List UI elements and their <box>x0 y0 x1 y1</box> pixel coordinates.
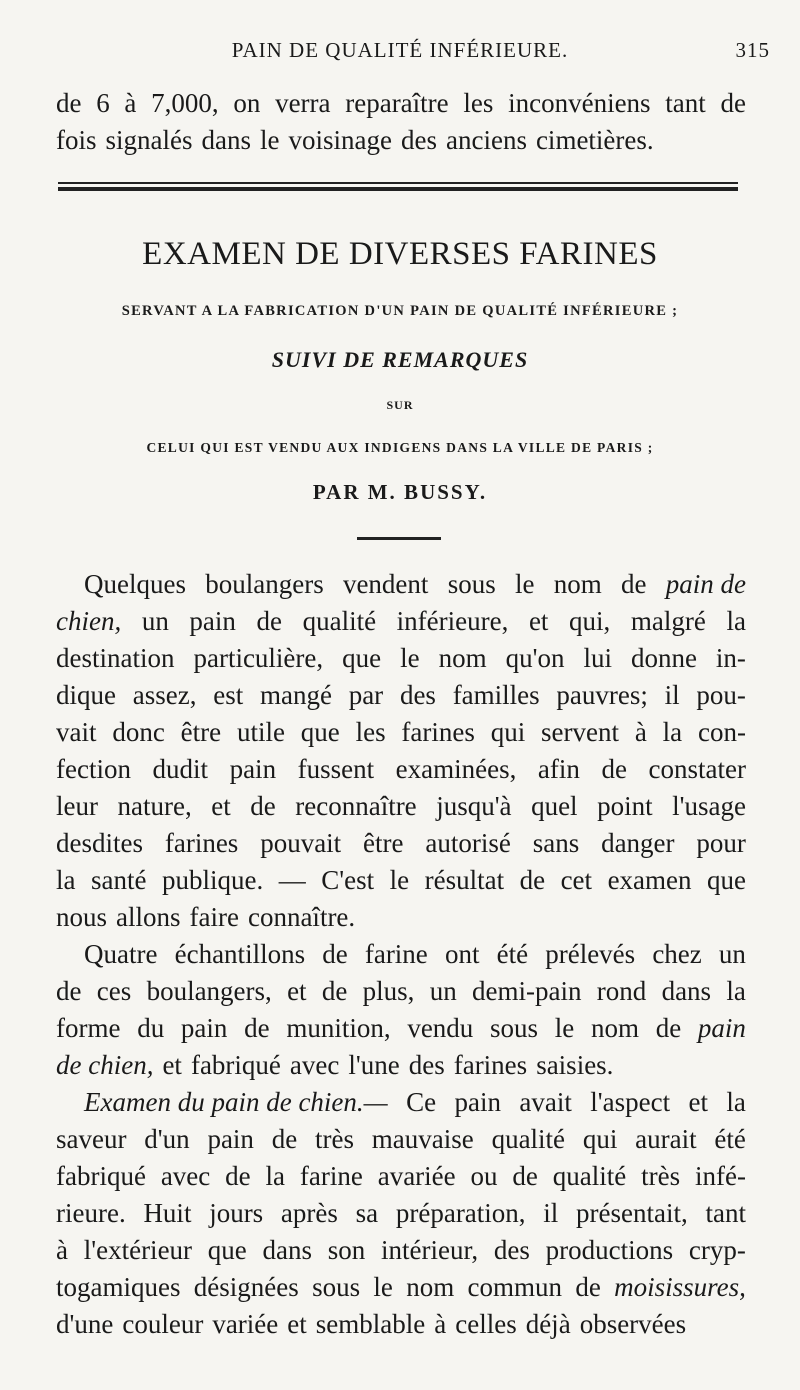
word: nous <box>56 902 108 932</box>
word: il <box>543 1198 559 1228</box>
word: un <box>429 976 457 1006</box>
word: qui <box>582 1124 618 1154</box>
text-line <box>56 1306 746 1343</box>
word: des <box>400 125 437 155</box>
word: constater <box>648 754 746 784</box>
word: pain de <box>665 569 746 599</box>
word: vait <box>56 717 97 747</box>
word: les <box>355 717 386 747</box>
word: sous <box>312 1272 361 1302</box>
word: l'usage <box>672 791 746 821</box>
text-line <box>56 1158 746 1195</box>
word: infé- <box>694 1161 746 1191</box>
word: très <box>315 1124 354 1154</box>
word: pauvres; <box>556 680 648 710</box>
text-line <box>56 1084 746 1121</box>
word: par <box>348 680 384 710</box>
word: la <box>265 1161 286 1191</box>
word: autorisé <box>425 828 511 858</box>
word: pain <box>189 606 236 636</box>
word: fois <box>56 125 97 155</box>
word: l'extérieur <box>83 1235 193 1265</box>
word: mauvaise <box>371 1124 474 1154</box>
word: donc <box>112 717 165 747</box>
word: de <box>250 791 276 821</box>
text-line <box>56 825 746 862</box>
word: con- <box>697 717 746 747</box>
word: saveur <box>56 1124 127 1154</box>
word: farines <box>401 717 475 747</box>
word: assez, <box>132 680 197 710</box>
text-line <box>56 899 746 936</box>
word: demi-pain <box>472 976 582 1006</box>
word: que <box>342 643 382 673</box>
word: et <box>528 606 549 636</box>
text-line <box>56 1010 746 1047</box>
word: lui <box>583 643 612 673</box>
article-suivi: SUIVI DE REMARQUES <box>271 347 529 372</box>
word: rieure. <box>56 1198 126 1228</box>
word: Huit <box>143 1198 192 1228</box>
word: on <box>233 88 261 118</box>
word: 7,000, <box>151 88 219 118</box>
word: verra <box>275 88 331 118</box>
word: prélevés <box>545 939 636 969</box>
word: de <box>519 865 546 895</box>
word: être <box>180 717 222 747</box>
text-line <box>56 1269 746 1306</box>
word: d'un <box>144 1124 190 1154</box>
word: chien, <box>56 606 122 636</box>
word: C'est <box>321 865 375 895</box>
word: à <box>124 88 137 118</box>
word: reconnaître <box>295 791 417 821</box>
word: utile <box>236 717 285 747</box>
word: été <box>714 1124 746 1154</box>
text-line <box>56 640 746 677</box>
word: in- <box>715 643 746 673</box>
word: santé <box>91 865 147 895</box>
word: de <box>601 754 627 784</box>
word: le <box>400 643 420 673</box>
word: le <box>389 865 410 895</box>
word: intérieur, <box>381 1235 479 1265</box>
word: point <box>597 791 653 821</box>
word: plus, <box>362 976 415 1006</box>
word: forme <box>56 1013 121 1043</box>
word: de <box>321 976 348 1006</box>
article-body <box>56 566 746 1343</box>
word: farine <box>364 939 428 969</box>
word: et <box>162 1050 182 1080</box>
word: semblable <box>315 1309 426 1339</box>
text-line <box>56 862 746 899</box>
word: que <box>300 717 340 747</box>
word: servent <box>541 717 620 747</box>
word: de <box>655 1013 682 1043</box>
word: les <box>463 88 494 118</box>
word: de <box>720 88 746 118</box>
word: sans <box>532 828 580 858</box>
word: nature, <box>117 791 192 821</box>
word: de <box>56 976 82 1006</box>
word: échantillons <box>174 939 306 969</box>
word: nom <box>406 1272 455 1302</box>
word: nom <box>590 1013 639 1043</box>
word: de <box>512 1161 538 1191</box>
word: de chien, <box>56 1050 154 1080</box>
word: Quatre <box>84 939 158 969</box>
word: examinées, <box>395 754 517 784</box>
text-line <box>56 1195 746 1232</box>
word: boulangers <box>205 569 324 599</box>
word: vendent <box>342 569 429 599</box>
word: de <box>256 606 282 636</box>
word: le <box>514 569 535 599</box>
word: que <box>707 865 746 895</box>
word: tant <box>705 1198 746 1228</box>
article-subject: CELUI QUI EST VENDU AUX INDIGENS DANS LA VILLE DE PARIS ; <box>146 440 654 455</box>
word: dique <box>56 680 116 710</box>
word: la <box>662 717 683 747</box>
word: quel <box>531 791 578 821</box>
word: togamiques <box>56 1272 181 1302</box>
word: observées <box>579 1309 687 1339</box>
word: est <box>213 680 244 710</box>
word: un <box>718 939 746 969</box>
word: inconvéniens <box>508 88 651 118</box>
word: pain <box>229 754 277 784</box>
word: avec <box>160 1161 211 1191</box>
word: ces <box>96 976 132 1006</box>
word: et <box>688 1087 709 1117</box>
word: couleur <box>122 1309 204 1339</box>
word: déjà <box>525 1309 571 1339</box>
word: avariée <box>377 1161 456 1191</box>
word: pain <box>454 1087 501 1117</box>
word: dans <box>661 976 712 1006</box>
word: vendu <box>407 1013 474 1043</box>
word: il <box>664 680 680 710</box>
word: être <box>363 828 404 858</box>
word: donne <box>630 643 697 673</box>
article-subtitle: SERVANT A LA FABRICATION D'UN PAIN DE QUALITÉ INFÉRIEURE ; <box>121 303 679 319</box>
word: présentait, <box>576 1198 688 1228</box>
word: la <box>726 976 746 1006</box>
word: de <box>575 1272 601 1302</box>
word: pou- <box>696 680 746 710</box>
word: des <box>408 1050 445 1080</box>
word: commun <box>467 1272 563 1302</box>
word: de <box>244 1013 270 1043</box>
word: danger <box>601 828 675 858</box>
word: malgré <box>630 606 706 636</box>
running-title: PAIN DE QUALITÉ INFÉRIEURE. <box>231 38 569 62</box>
text-line <box>56 1121 746 1158</box>
word: munition, <box>286 1013 391 1043</box>
word: Quelques <box>84 569 186 599</box>
word: dans <box>201 125 251 155</box>
word: connaître. <box>247 902 356 932</box>
word: ont <box>444 939 480 969</box>
word: aurait <box>635 1124 697 1154</box>
word: faire <box>189 902 239 932</box>
word: moisissures, <box>614 1272 746 1302</box>
text-line <box>56 714 746 751</box>
word: afin <box>537 754 580 784</box>
word: de <box>225 1161 251 1191</box>
word: pour <box>696 828 746 858</box>
word: desdites <box>56 828 143 858</box>
word: qui <box>490 717 526 747</box>
word: des <box>493 1235 530 1265</box>
word: un <box>141 606 169 636</box>
text-line <box>56 677 746 714</box>
word: nom <box>553 569 602 599</box>
word: farines <box>453 1050 528 1080</box>
word: reparaître <box>345 88 449 118</box>
word: tant <box>665 88 706 118</box>
text-line <box>56 936 746 973</box>
word: pain <box>207 1124 254 1154</box>
text-line <box>56 122 746 159</box>
word: d'une <box>56 1309 114 1339</box>
word: résultat <box>424 865 505 895</box>
word: de <box>271 1124 298 1154</box>
word: cimetières. <box>535 125 654 155</box>
word: sa <box>355 1198 379 1228</box>
word: productions <box>545 1235 674 1265</box>
word: 6 <box>96 88 110 118</box>
word: fabriqué <box>190 1050 281 1080</box>
word: anciens <box>445 125 527 155</box>
word: voisinage <box>288 125 392 155</box>
word: des <box>399 680 436 710</box>
word: après <box>280 1198 338 1228</box>
word: avait <box>519 1087 572 1117</box>
word: nom <box>438 643 487 673</box>
word: pain <box>180 1013 228 1043</box>
word: qu'on <box>505 643 565 673</box>
word: dans <box>262 1235 313 1265</box>
word: à <box>434 1309 447 1339</box>
word: allons <box>116 902 181 932</box>
word: particulière, <box>193 643 324 673</box>
word: du <box>137 1013 165 1043</box>
text-line <box>56 788 746 825</box>
word: variée <box>212 1309 279 1339</box>
word: inférieure, <box>396 606 509 636</box>
word: la <box>726 1087 746 1117</box>
word: boulangers, <box>146 976 272 1006</box>
word: publique. <box>161 865 264 895</box>
word: cet <box>560 865 593 895</box>
text-line <box>56 1232 746 1269</box>
word: leur <box>56 791 98 821</box>
word: qualité <box>491 1124 566 1154</box>
word: qualité <box>552 1161 627 1191</box>
word: avec <box>289 1050 340 1080</box>
word: jusqu'à <box>436 791 512 821</box>
text-line <box>56 603 746 640</box>
word: été <box>496 939 529 969</box>
word: le <box>554 1013 575 1043</box>
text-line <box>56 85 746 122</box>
word: mangé <box>259 680 332 710</box>
word: de <box>620 569 647 599</box>
word: chez <box>652 939 702 969</box>
word: de <box>56 88 82 118</box>
word: examen <box>607 865 692 895</box>
word: de <box>322 939 348 969</box>
word: et <box>287 1309 307 1339</box>
article-author: PAR M. BUSSY. <box>312 480 488 504</box>
word: son <box>327 1235 366 1265</box>
word: destination <box>56 643 175 673</box>
text-line <box>56 1047 746 1084</box>
word: le <box>260 125 280 155</box>
word: qui, <box>569 606 611 636</box>
word: Examen du pain de chien.— <box>84 1087 388 1117</box>
word: la <box>56 865 76 895</box>
word: que <box>207 1235 247 1265</box>
word: et <box>287 976 307 1006</box>
article-title: EXAMEN DE DIVERSES FARINES <box>142 236 658 272</box>
word: rond <box>596 976 647 1006</box>
word: saisies. <box>536 1050 614 1080</box>
section-divider <box>58 182 738 191</box>
carry-over-paragraph <box>56 85 746 159</box>
word: ou <box>470 1161 498 1191</box>
word: sous <box>490 1013 539 1043</box>
word: l'aspect <box>590 1087 671 1117</box>
running-head <box>0 38 800 68</box>
word: farines <box>164 828 239 858</box>
word: Ce <box>406 1087 437 1117</box>
word: qualité <box>302 606 377 636</box>
word: cryp- <box>688 1235 746 1265</box>
word: dudit <box>152 754 209 784</box>
word: fussent <box>297 754 375 784</box>
word: très <box>641 1161 681 1191</box>
word: familles <box>452 680 540 710</box>
word: fection <box>56 754 131 784</box>
text-line <box>56 751 746 788</box>
word: la <box>726 606 746 636</box>
word: le <box>373 1272 393 1302</box>
word: — <box>278 865 306 895</box>
word: désignées <box>193 1272 299 1302</box>
word: à <box>634 717 647 747</box>
word: l'une <box>348 1050 400 1080</box>
word: pouvait <box>260 828 342 858</box>
word: sous <box>447 569 496 599</box>
text-line <box>56 973 746 1010</box>
article-sur: SUR <box>386 398 414 412</box>
word: et <box>211 791 231 821</box>
text-line <box>56 566 746 603</box>
word: pain <box>697 1013 746 1043</box>
word: préparation, <box>395 1198 526 1228</box>
short-divider <box>357 537 441 540</box>
word: farine <box>299 1161 363 1191</box>
word: fabriqué <box>56 1161 146 1191</box>
word: signalés <box>105 125 193 155</box>
word: à <box>56 1235 68 1265</box>
page-number: 315 <box>735 38 770 62</box>
word: celles <box>455 1309 517 1339</box>
word: jours <box>209 1198 264 1228</box>
